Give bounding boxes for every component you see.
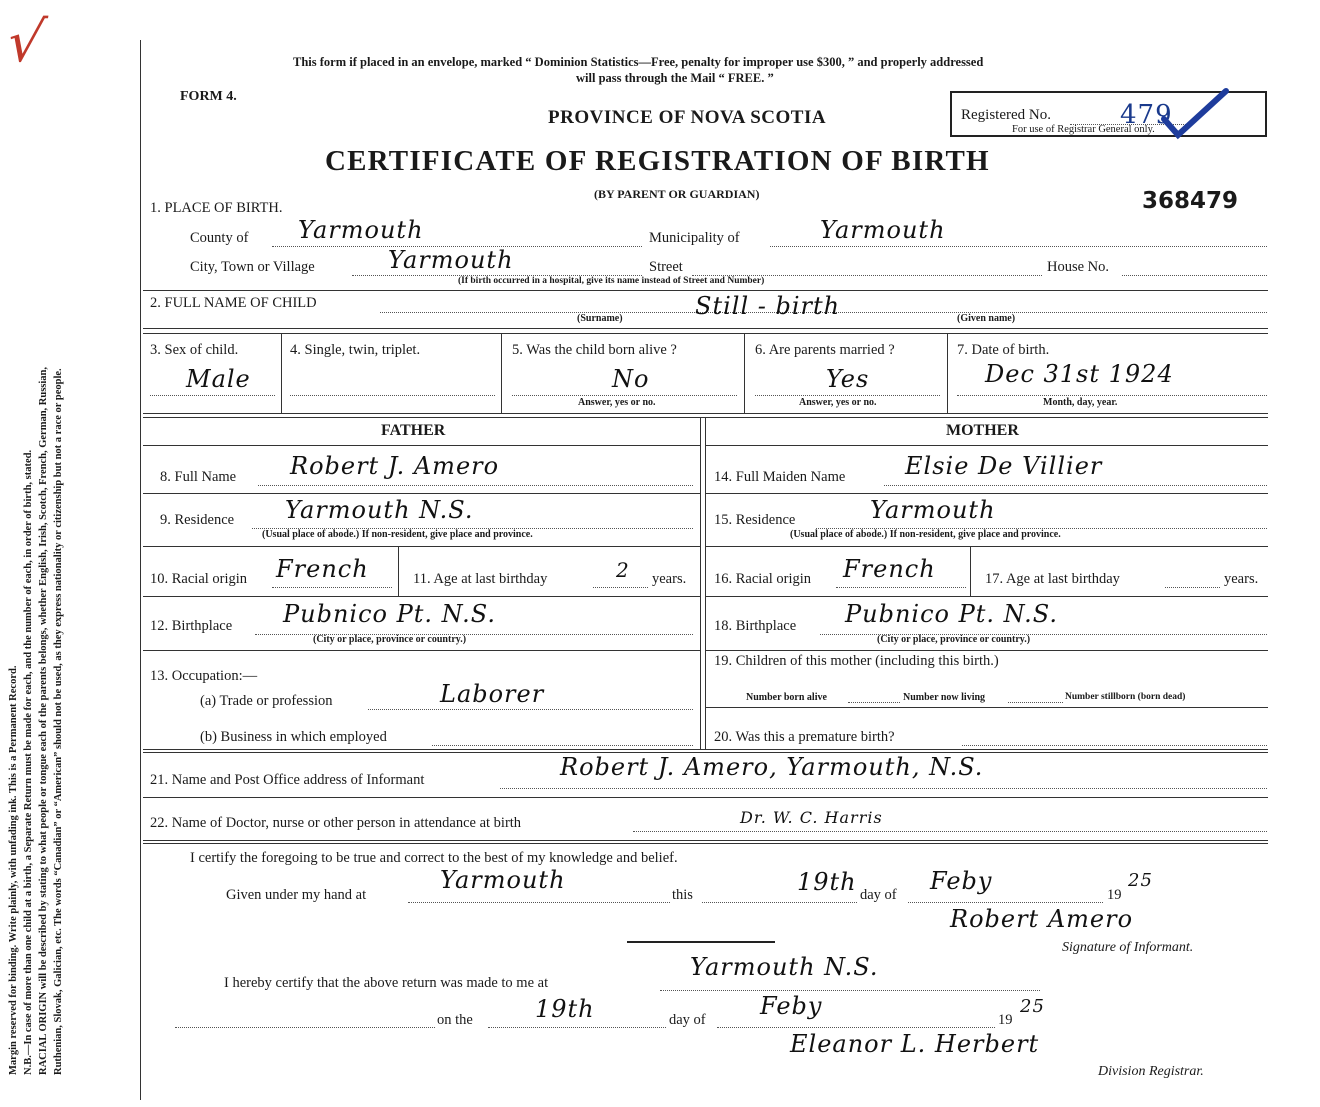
born-alive-label: Number born alive: [746, 692, 827, 703]
parents-head-rule-r: [705, 445, 1268, 446]
now-living-label: Number now living: [903, 692, 986, 703]
doctor-label: 22. Name of Doctor, nurse or other person in attendance at birth: [150, 815, 522, 831]
municipality-line: [770, 246, 1267, 247]
father-name-value: Robert J. Amero: [290, 452, 500, 480]
registered-label: Registered No.: [961, 107, 1051, 123]
parents-head-rule-l: [143, 445, 700, 446]
father-residence-label: 9. Residence: [160, 512, 235, 528]
mother-birthplace-value: Pubnico Pt. N.S.: [845, 600, 1058, 628]
mother-rule-2: [705, 546, 1268, 547]
stillborn-label: Number stillborn (born dead): [1065, 692, 1186, 702]
father-residence-note: (Usual place of abode.) If non-resident, give place and province.: [262, 529, 533, 540]
father-age-value: 2: [616, 558, 630, 582]
rule-3a: [143, 413, 1268, 414]
informant-value: Robert J. Amero, Yarmouth, N.S.: [560, 753, 984, 781]
reg-day-value: 19th: [535, 995, 595, 1023]
given-name-note: (Given name): [957, 313, 1016, 324]
plurality-label: 4. Single, twin, triplet.: [290, 342, 421, 358]
this-label: this: [672, 887, 693, 903]
informant-signature: Robert Amero: [950, 905, 1134, 933]
trade-value: Laborer: [440, 680, 545, 708]
rule-6a: [143, 840, 1268, 841]
alive-line: [512, 395, 737, 396]
business-label: (b) Business in which employed: [200, 729, 387, 745]
county-value: Yarmouth: [298, 216, 424, 244]
sidebar-line-3: RACIAL ORIGIN will be described by stating to what people or tongue each of the parents belongs, whether English, Irish, Scotch, French, German, Russian,: [38, 366, 49, 1075]
married-label: 6. Are parents married ?: [755, 342, 895, 358]
rule-2a: [143, 328, 1268, 329]
col-sep-4: [947, 333, 948, 413]
married-line: [755, 395, 940, 396]
serial-number: 368479: [1142, 188, 1239, 214]
mother-rule-3: [705, 596, 1268, 597]
day-value: 19th: [797, 868, 857, 896]
informant-line: [500, 788, 1267, 789]
dob-value: Dec 31st 1924: [985, 360, 1174, 388]
mother-residence-note: (Usual place of abode.) If non-resident, give place and province.: [790, 529, 1061, 540]
county-label: County of: [190, 230, 249, 246]
informant-label: 21. Name and Post Office address of Informant: [150, 772, 425, 788]
child-name-value: Still - birth: [695, 292, 841, 320]
mother-rule-1: [705, 493, 1268, 494]
mother-birthplace-label: 18. Birthplace: [714, 618, 797, 634]
mother-racial-sep: [970, 546, 971, 596]
father-age-line: [593, 587, 648, 588]
alive-value: No: [612, 365, 650, 393]
sidebar-line-2: N.B.—In case of more than one child at a birth, a Separate Return must be made for each, and the number of each, in order of birth, stated.: [23, 449, 34, 1075]
father-racial-label: 10. Racial origin: [150, 571, 248, 587]
now-living-line: [1008, 702, 1063, 703]
certificate-subtitle: (BY PARENT OR GUARDIAN): [594, 187, 760, 201]
certificate-title: CERTIFICATE OF REGISTRATION OF BIRTH: [325, 145, 990, 177]
trade-line: [368, 709, 693, 710]
father-birthplace-label: 12. Birthplace: [150, 618, 233, 634]
signature-label: Signature of Informant.: [1062, 940, 1194, 955]
rule-5: [143, 797, 1268, 798]
mother-rule-5: [705, 707, 1268, 708]
given-label: Given under my hand at: [226, 887, 367, 903]
mother-name-line: [884, 485, 1267, 486]
occupation-label: 13. Occupation:—: [150, 668, 258, 684]
registrar-signature: Eleanor L. Herbert: [790, 1030, 1040, 1058]
sex-line: [150, 395, 275, 396]
plurality-line: [290, 395, 495, 396]
sidebar-line-4: Ruthenian, Slovak, Galician, etc. The words “Canadian” or “American” should not be used, as they express nationality or citizenship but not a race or people.: [53, 368, 64, 1075]
margin-instructions: [6, 45, 126, 1075]
col-sep-3: [744, 333, 745, 413]
father-rule-2: [143, 546, 700, 547]
rule-4: [143, 749, 1268, 750]
house-label: House No.: [1047, 259, 1110, 275]
reg-year-suffix: 25: [1020, 996, 1045, 1017]
blue-check-mark: [1160, 85, 1230, 145]
mother-racial-line: [836, 587, 966, 588]
registrar-place-line: [660, 990, 1040, 991]
reg-year-prefix: 19: [998, 1012, 1013, 1028]
father-birthplace-note: (City or place, province or country.): [313, 634, 467, 645]
child-name-label: 2. FULL NAME OF CHILD: [150, 295, 317, 311]
children-label: 19. Children of this mother (including this birth.): [714, 653, 999, 669]
red-check-mark: √: [2, 10, 50, 75]
separator-short: [627, 941, 775, 943]
mother-residence-label: 15. Residence: [714, 512, 796, 528]
business-line: [432, 745, 693, 746]
premature-label: 20. Was this a premature birth?: [714, 729, 895, 745]
division-registrar-label: Division Registrar.: [1098, 1064, 1204, 1079]
on-the-lead-line: [175, 1027, 435, 1028]
year-suffix: 25: [1128, 870, 1153, 891]
premature-line: [962, 745, 1267, 746]
mother-age-label: 17. Age at last birthday: [985, 571, 1120, 587]
sidebar-line-1: Margin reserved for binding. Write plainly, with unfading ink. This is a Permanent Record.: [8, 665, 19, 1075]
place-of-birth-heading: 1. PLACE OF BIRTH.: [150, 200, 283, 216]
father-birthplace-value: Pubnico Pt. N.S.: [283, 600, 496, 628]
parents-divider-a: [700, 417, 701, 749]
col-sep-1: [281, 333, 282, 413]
postal-notice-line-2: will pass through the Mail “ FREE. ”: [576, 71, 774, 85]
rule-6b: [143, 843, 1268, 844]
year-prefix: 19: [1107, 887, 1122, 903]
hospital-note: (If birth occurred in a hospital, give its name instead of Street and Number): [458, 276, 765, 286]
alive-note: Answer, yes or no.: [578, 397, 656, 408]
mother-name-value: Elsie De Villier: [905, 452, 1103, 480]
alive-label: 5. Was the child born alive ?: [512, 342, 677, 358]
father-years-label: years.: [652, 571, 687, 587]
surname-note: (Surname): [577, 313, 623, 324]
given-place-line: [408, 902, 670, 903]
doctor-line: [633, 831, 1267, 832]
registrar-certify-text: I hereby certify that the above return was made to me at: [224, 975, 549, 991]
city-value: Yarmouth: [388, 246, 514, 274]
mother-racial-label: 16. Racial origin: [714, 571, 812, 587]
mother-racial-value: French: [843, 555, 936, 583]
married-value: Yes: [826, 365, 870, 393]
father-name-label: 8. Full Name: [160, 469, 237, 485]
parents-divider-b: [705, 417, 706, 749]
mother-rule-4: [705, 650, 1268, 651]
born-alive-line: [848, 702, 900, 703]
father-heading: FATHER: [381, 422, 446, 439]
sex-label: 3. Sex of child.: [150, 342, 239, 358]
registrar-note: For use of Registrar General only.: [1012, 124, 1155, 135]
mother-heading: MOTHER: [946, 422, 1019, 439]
trade-label: (a) Trade or profession: [200, 693, 333, 709]
father-residence-value: Yarmouth N.S.: [285, 496, 474, 524]
rule-2b: [143, 333, 1268, 334]
reg-month-value: Feby: [760, 992, 823, 1020]
house-line: [1122, 275, 1267, 276]
day-of-label: day of: [860, 887, 897, 903]
given-place-value: Yarmouth: [440, 866, 566, 894]
municipality-value: Yarmouth: [820, 216, 946, 244]
binding-margin-line: [140, 40, 141, 1100]
city-label: City, Town or Village: [190, 259, 315, 275]
form-number: FORM 4.: [180, 89, 237, 104]
municipality-label: Municipality of: [649, 230, 740, 246]
dob-line: [957, 395, 1267, 396]
mother-age-line: [1165, 587, 1220, 588]
father-rule-4: [143, 650, 700, 651]
married-note: Answer, yes or no.: [799, 397, 877, 408]
day-line: [702, 902, 857, 903]
reg-day-line: [488, 1027, 666, 1028]
mother-years-label: years.: [1224, 571, 1259, 587]
month-value: Feby: [930, 867, 993, 895]
reg-day-of-label: day of: [669, 1012, 706, 1028]
father-name-line: [258, 485, 693, 486]
on-the-label: on the: [437, 1012, 473, 1028]
reg-month-line: [717, 1027, 995, 1028]
dob-note: Month, day, year.: [1043, 397, 1118, 408]
registered-value: 479: [1120, 100, 1173, 130]
father-rule-3: [143, 596, 700, 597]
registrar-place-value: Yarmouth N.S.: [690, 953, 879, 981]
street-label: Street: [649, 259, 683, 275]
col-sep-2: [501, 333, 502, 413]
mother-birthplace-note: (City or place, province or country.): [877, 634, 1031, 645]
dob-label: 7. Date of birth.: [957, 342, 1050, 358]
father-racial-sep: [398, 546, 399, 596]
mother-name-label: 14. Full Maiden Name: [714, 469, 846, 485]
certify-text: I certify the foregoing to be true and correct to the best of my knowledge and belief.: [190, 850, 678, 866]
postal-notice-line-1: This form if placed in an envelope, marked “ Dominion Statistics—Free, penalty for improper use $300, ” and properly addressed: [293, 55, 984, 69]
father-racial-value: French: [276, 555, 369, 583]
doctor-value: Dr. W. C. Harris: [740, 808, 883, 827]
rule-1: [143, 290, 1268, 291]
month-line: [908, 902, 1103, 903]
sex-value: Male: [186, 365, 251, 393]
father-racial-line: [272, 587, 392, 588]
mother-residence-value: Yarmouth: [870, 496, 996, 524]
province-heading: PROVINCE OF NOVA SCOTIA: [548, 107, 827, 128]
father-rule-1: [143, 493, 700, 494]
father-age-label: 11. Age at last birthday: [413, 571, 548, 587]
